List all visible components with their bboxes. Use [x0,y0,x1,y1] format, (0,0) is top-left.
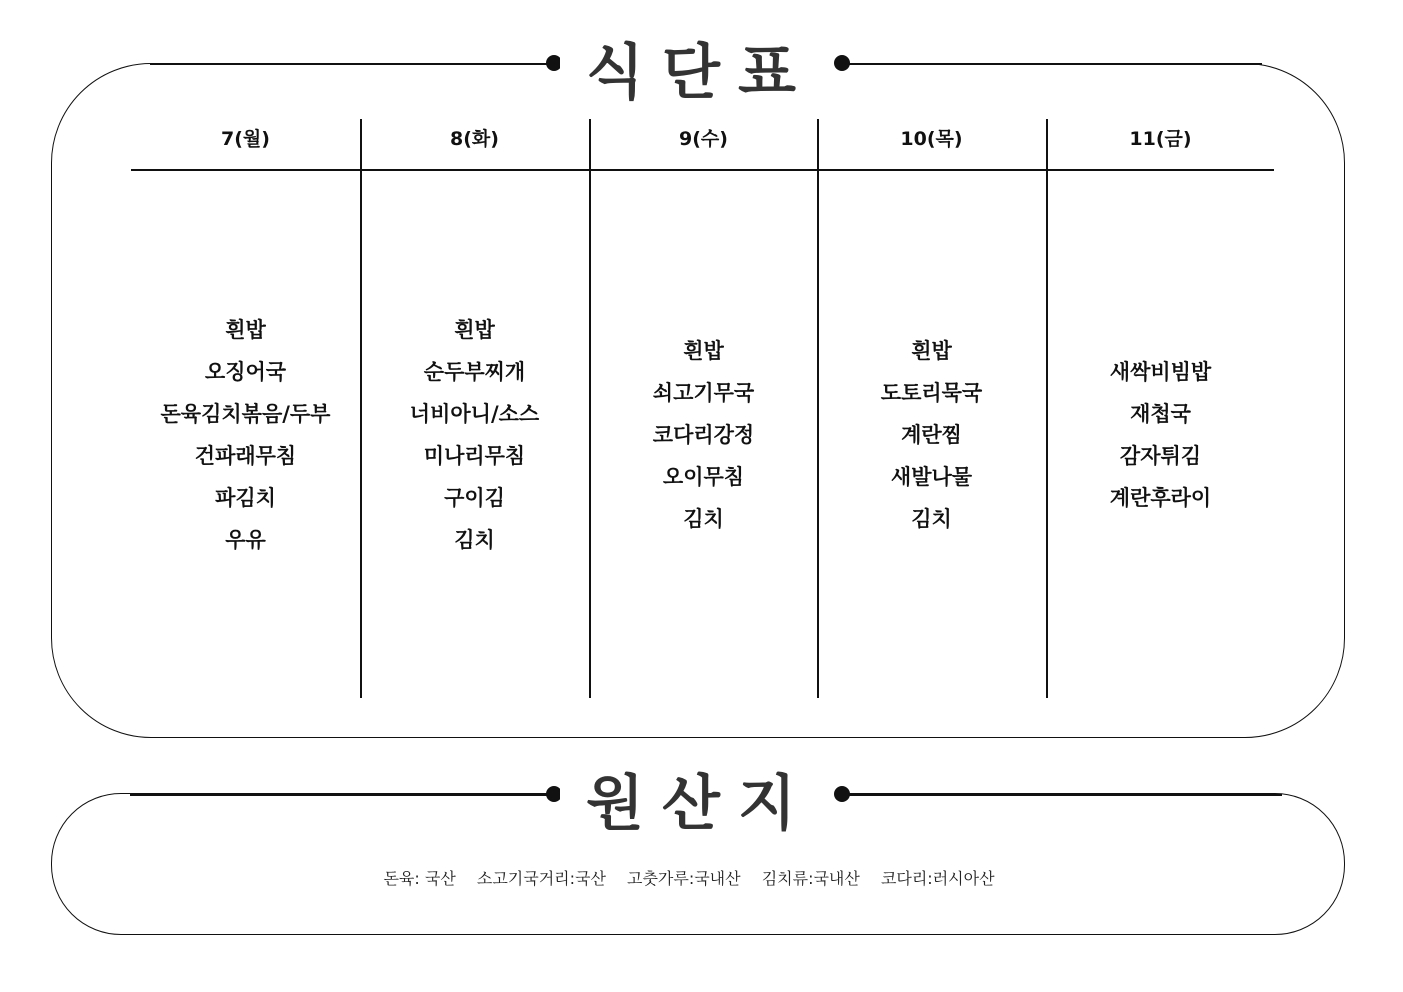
dish-item: 돈육김치볶음/두부 [160,401,331,426]
dish-item: 쇠고기무국 [652,380,755,405]
dish-item: 계란후라이 [1109,485,1212,510]
dish-item: 감자튀김 [1119,443,1202,468]
menu-column-tue [360,171,589,698]
origin-title: 원산지 [560,756,840,842]
dish-item: 우유 [225,527,266,552]
dish-item: 김치 [911,506,952,531]
menu-title: 식단표 [560,25,840,111]
dish-item: 새싹비빔밥 [1109,359,1212,384]
menu-column-fri [1046,171,1275,698]
menu-column-mon [131,171,360,698]
dish-item: 계란찜 [901,422,962,447]
title-line-right [842,63,1262,65]
origin-title-band [0,754,1403,839]
dish-item: 김치 [683,506,724,531]
origin-list [0,866,1378,889]
dish-item: 미나리무침 [423,443,526,468]
origin-item: 돈육: 국산 [383,869,456,888]
menu-title-band [0,23,1403,108]
origin-item: 김치류:국내산 [761,869,860,888]
dish-item: 도토리묵국 [880,380,983,405]
title-line-right [842,794,1282,796]
dish-item: 흰밥 [225,317,266,342]
dish-item: 너비아니/소스 [409,401,540,426]
title-line-left [150,63,554,65]
dish-item: 코다리강정 [652,422,755,447]
origin-item: 고춧가루:국내산 [627,869,741,888]
title-line-left [130,794,554,796]
dish-item: 오징어국 [204,359,287,384]
menu-column-thu [817,171,1046,698]
dish-item: 건파래무침 [194,443,297,468]
dish-item: 재첩국 [1130,401,1191,426]
menu-column-wed [589,171,818,698]
dish-item: 흰밥 [454,317,495,342]
dish-item: 흰밥 [683,338,724,363]
dish-item: 구이김 [444,485,505,510]
day-header-fri: 11(금) [1129,128,1192,150]
day-header-thu: 10(목) [900,128,963,150]
origin-item: 코다리:러시아산 [880,869,995,888]
dish-item: 순두부찌개 [423,359,526,384]
dish-item: 흰밥 [911,338,952,363]
day-header-mon: 7(월) [221,128,270,150]
dish-item: 김치 [454,527,495,552]
origin-item: 소고기국거리:국산 [476,869,606,888]
dish-item: 오이무침 [662,464,745,489]
dish-item: 새발나물 [890,464,973,489]
dish-item: 파김치 [215,485,276,510]
day-header-wed: 9(수) [679,128,728,150]
day-header-tue: 8(화) [450,128,499,150]
